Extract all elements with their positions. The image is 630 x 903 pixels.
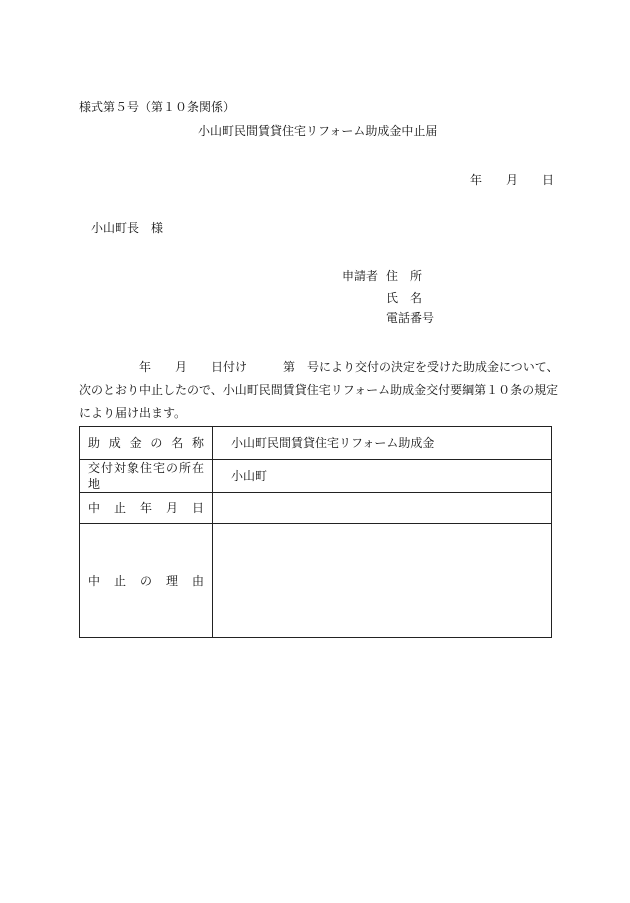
applicant-phone-label: 電話番号 xyxy=(386,311,435,325)
table-row xyxy=(80,524,552,638)
applicant-address-row xyxy=(342,268,422,284)
document-title: 小山町民間賃貸住宅リフォーム助成金中止届 xyxy=(198,124,438,138)
row-value-cancel-date xyxy=(213,493,552,524)
applicant-prefix: 申請者 xyxy=(342,269,379,283)
row-value-subsidy-name: 小山町民間賃貸住宅リフォーム助成金 xyxy=(213,427,552,460)
date-year-label: 年 xyxy=(470,173,483,187)
table-row xyxy=(80,427,552,460)
table-row xyxy=(80,493,552,524)
row-label-subsidy-name: 助成金の名称 xyxy=(80,427,213,460)
row-value-location: 小山町 xyxy=(213,460,552,493)
date-line xyxy=(470,172,554,188)
body-paragraph xyxy=(79,356,559,425)
row-label-cancel-reason: 中止の理由 xyxy=(80,524,213,638)
applicant-phone-row xyxy=(386,310,434,326)
row-label-cancel-date: 中止年月日 xyxy=(80,493,213,524)
body-line-1: 年 月 日付け 第 号により交付の決定を受けた助成金について、 xyxy=(79,360,559,374)
date-month-label: 月 xyxy=(506,173,519,187)
applicant-address-label: 住 所 xyxy=(386,269,423,283)
subsidy-cancel-table xyxy=(79,426,552,638)
row-label-location: 交付対象住宅の所在地 xyxy=(80,460,213,493)
applicant-name-row xyxy=(386,290,422,306)
addressee: 小山町長 様 xyxy=(91,221,164,235)
applicant-name-label: 氏 名 xyxy=(386,291,423,305)
date-day-label: 日 xyxy=(542,173,555,187)
body-line-2: 次のとおり中止したので、小山町民間賃貸住宅リフォーム助成金交付要綱第１０条の規定 xyxy=(79,383,559,397)
body-line-3: により届け出ます。 xyxy=(79,406,187,420)
row-value-cancel-reason xyxy=(213,524,552,638)
table-row xyxy=(80,460,552,493)
form-number: 様式第５号（第１０条関係） xyxy=(79,100,236,114)
